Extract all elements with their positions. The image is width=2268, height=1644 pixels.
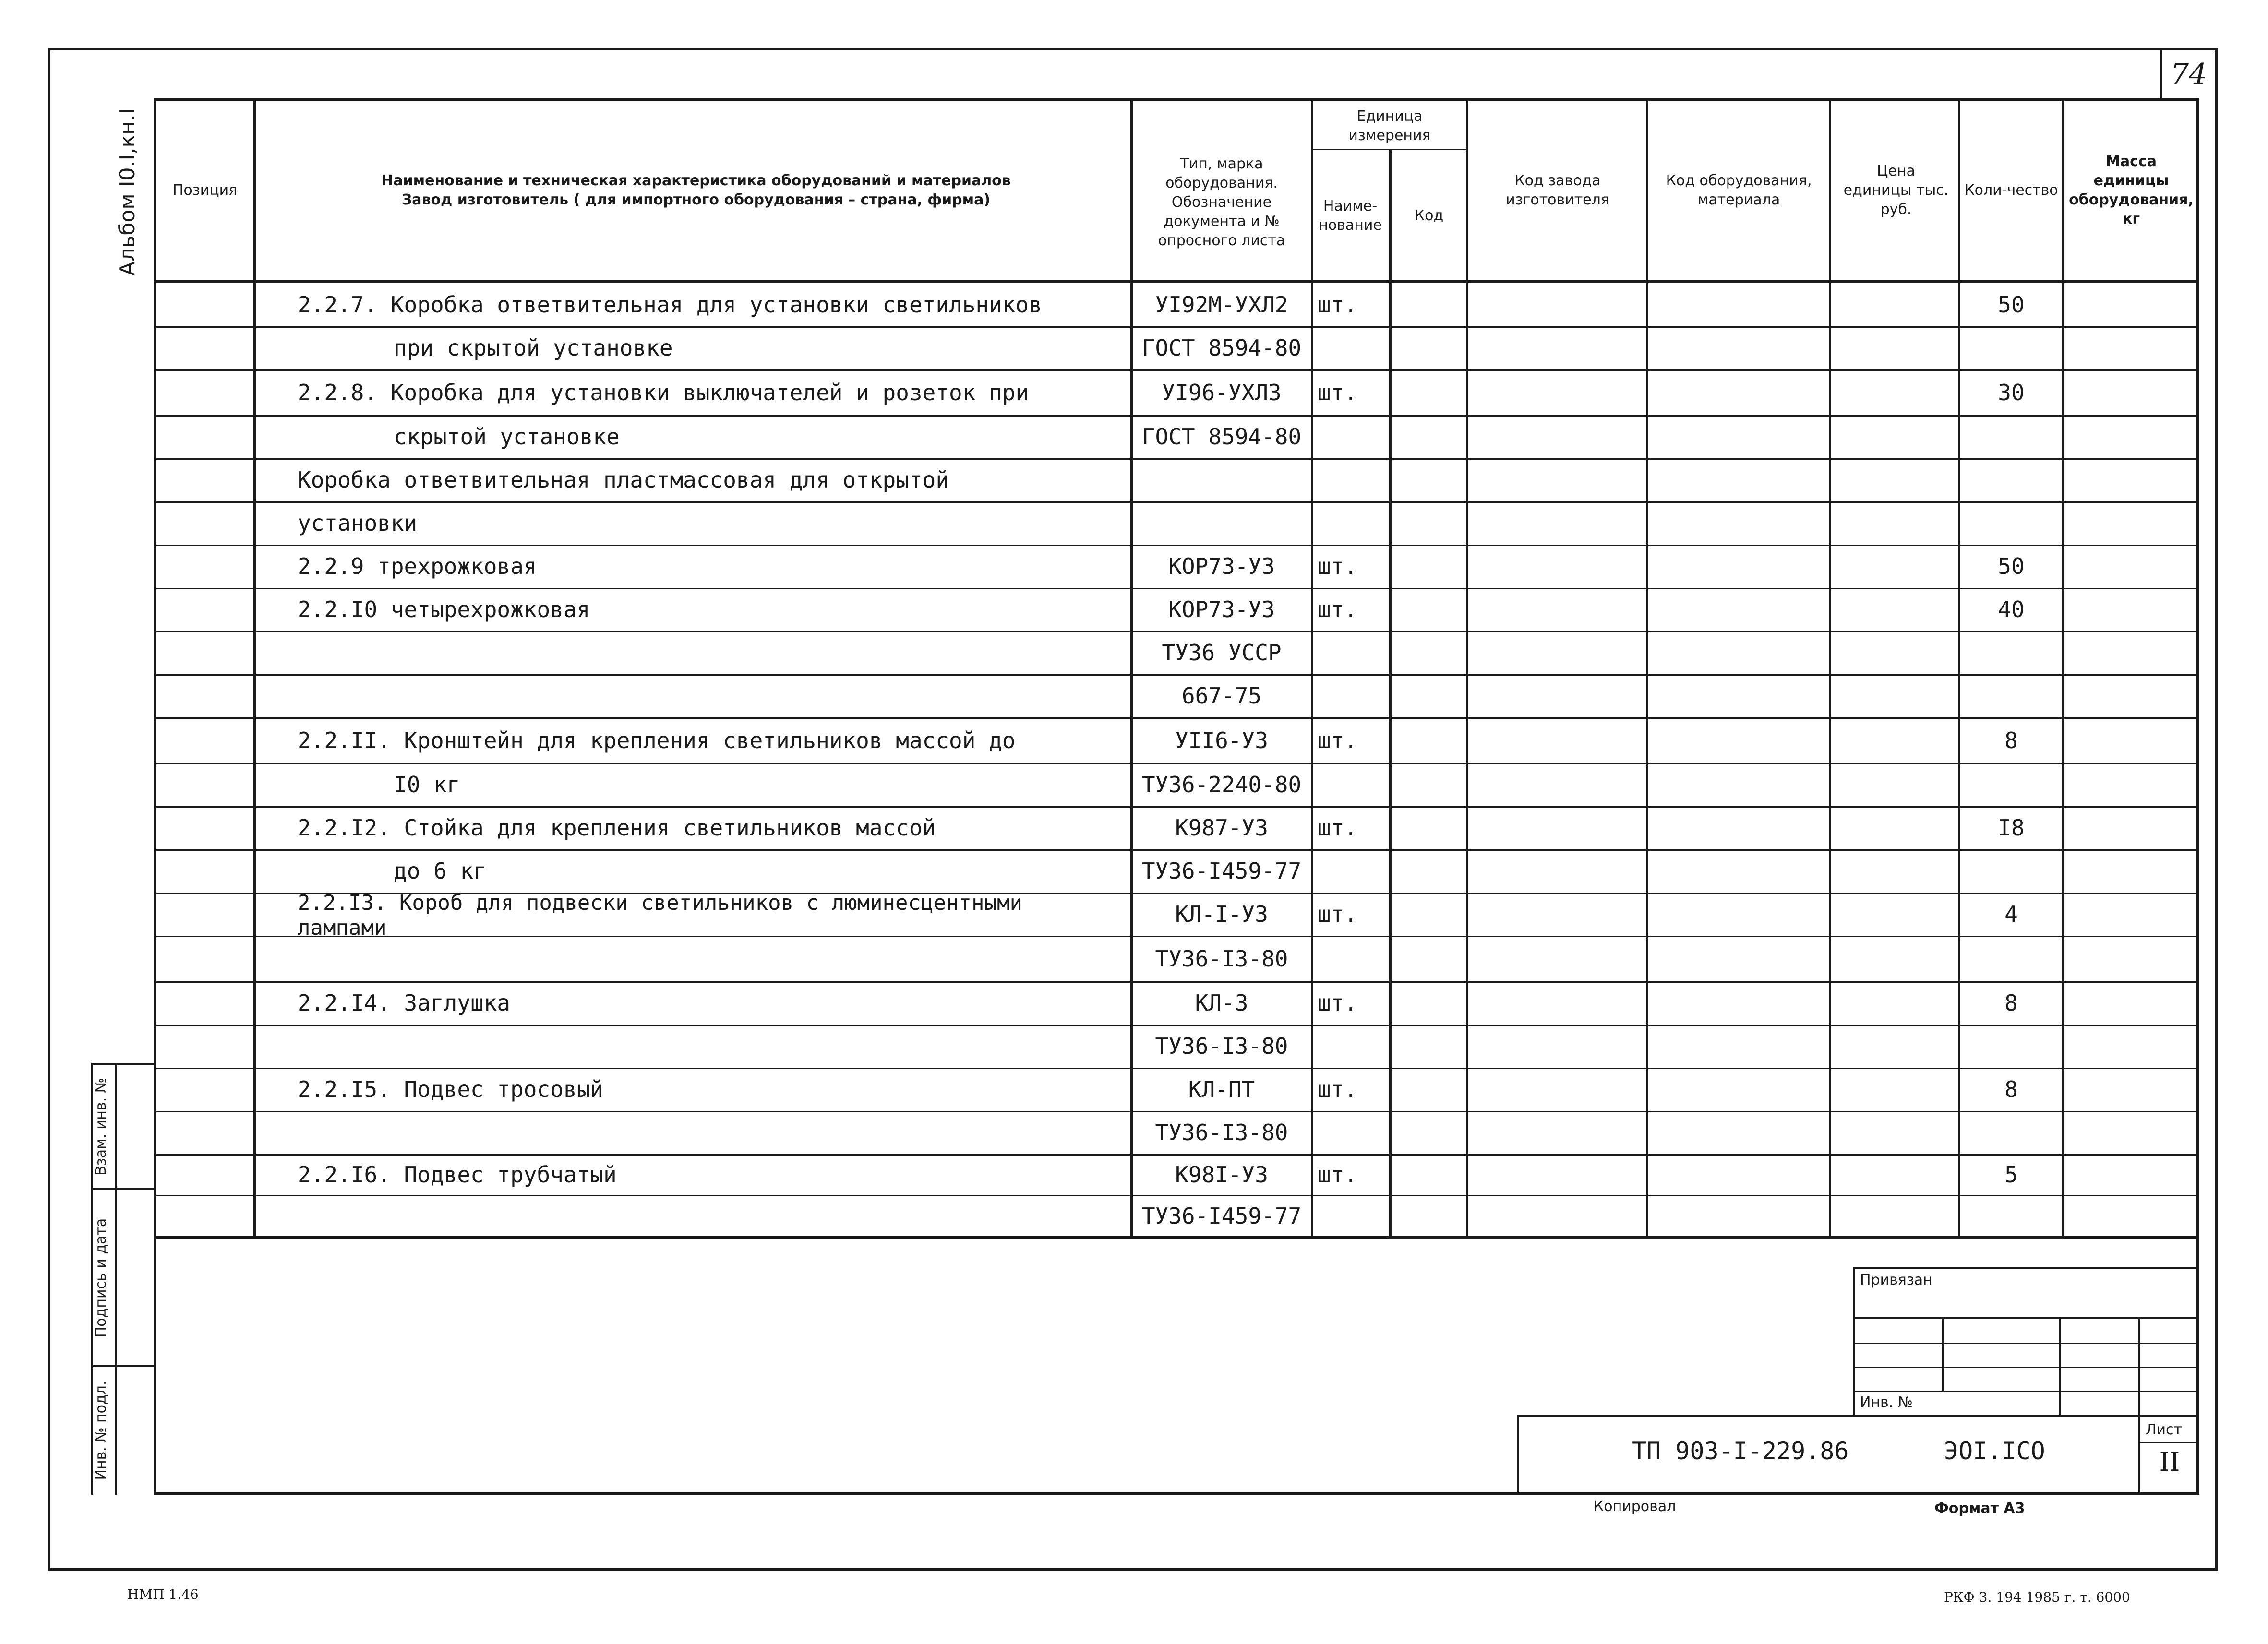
row-type: УII6-У3	[1175, 727, 1268, 753]
table-row	[0, 763, 2268, 806]
row-type: УI96-УХЛ3	[1162, 379, 1282, 405]
row-type: КОР73-У3	[1168, 553, 1275, 579]
row-type: ТУ36 УССР	[1162, 640, 1282, 666]
row-qty: 5	[2004, 1161, 2018, 1188]
header-mass: Масса единицы оборудования, кг	[2069, 153, 2194, 227]
row-name: 2.2.I5. Подвес тросовый	[298, 1076, 603, 1102]
footer-left: НМП 1.46	[127, 1586, 199, 1602]
table-row	[0, 369, 2268, 415]
row-type: КОР73-У3	[1168, 596, 1275, 622]
row-unit: шт.	[1318, 901, 1358, 927]
row-name: 2.2.I3. Короб для подвески светильников с люминесцентными лампами	[298, 891, 1022, 940]
row-qty: 8	[2004, 727, 2018, 753]
privyazan-label: Привязан	[1860, 1272, 1932, 1288]
row-name: Коробка ответвительная пластмассовая для открытой	[298, 467, 949, 493]
row-type: ГОСТ 8594-80	[1141, 335, 1302, 361]
table-row	[0, 1195, 2268, 1237]
table-row	[0, 415, 2268, 458]
table-row	[0, 458, 2268, 501]
header-type: Тип, марка оборудования. Обозначение документа и № опросного листа	[1158, 155, 1285, 249]
row-type: ТУ36-I3-80	[1155, 1120, 1288, 1145]
table-row	[0, 501, 2268, 545]
row-name: установки	[298, 510, 418, 536]
album-label: Альбом I0.I,кн.I	[115, 108, 140, 276]
inv-no-label: Инв. №	[1860, 1394, 1913, 1411]
row-qty: 4	[2004, 901, 2018, 927]
header-position: Позиция	[172, 182, 238, 199]
row-name: 2.2.8. Коробка для установки выключателей и розеток при	[298, 379, 1029, 405]
table-row	[0, 891, 2268, 940]
row-qty: 8	[2004, 990, 2018, 1016]
row-qty: 30	[1998, 379, 2025, 405]
row-name: при скрытой установке	[394, 335, 673, 361]
row-unit: шт.	[1318, 292, 1358, 318]
row-qty: 40	[1998, 596, 2025, 622]
table-row	[0, 1154, 2268, 1195]
row-name: I0 кг	[394, 772, 460, 798]
table-row	[0, 981, 2268, 1025]
row-unit: шт.	[1318, 815, 1358, 841]
table-row	[0, 326, 2268, 369]
table-row	[0, 936, 2268, 981]
table-row	[0, 1111, 2268, 1154]
row-name: скрытой установке	[394, 424, 620, 450]
row-unit: шт.	[1318, 596, 1358, 622]
stamp-podpis: Подпись и дата	[93, 1218, 109, 1338]
document-code: ЭОI.ICO	[1944, 1437, 2045, 1465]
header-unit-name: Наиме-нование	[1319, 197, 1382, 234]
row-name: 2.2.I6. Подвес трубчатый	[298, 1161, 617, 1188]
format-label: Формат А3	[1934, 1500, 2025, 1517]
row-type: УI92М-УХЛ2	[1155, 292, 1288, 318]
row-qty: 50	[1998, 553, 2025, 579]
list-value: II	[2159, 1447, 2180, 1477]
row-type: ТУ36-I459-77	[1141, 858, 1302, 884]
header-name: Наименование и техническая характеристика оборудований и материалов Завод изготовитель ( для импортного оборудования – страна, фирма)	[381, 172, 1011, 208]
row-qty: I8	[1998, 815, 2025, 841]
row-name: 2.2.I0 четырехрожковая	[298, 596, 590, 622]
table-row	[0, 806, 2268, 849]
row-type: ГОСТ 8594-80	[1141, 424, 1302, 450]
row-name: 2.2.II. Кронштейн для крепления светильников массой до	[298, 727, 1016, 753]
table-row	[0, 1068, 2268, 1111]
table-row	[0, 674, 2268, 717]
table-row	[0, 545, 2268, 588]
table-row	[0, 717, 2268, 763]
row-name: 2.2.I2. Стойка для крепления светильников массой	[298, 815, 936, 841]
row-name: 2.2.9 трехрожковая	[298, 553, 537, 579]
kopiroval-label: Копировал	[1594, 1498, 1676, 1515]
row-type: КЛ-ПТ	[1188, 1076, 1255, 1102]
page-number: 74	[2170, 58, 2208, 91]
table-row	[0, 283, 2268, 326]
row-name: 2.2.I4. Заглушка	[298, 990, 511, 1016]
header-factory-code: Код завода изготовителя	[1506, 172, 1609, 208]
row-type: 667-75	[1181, 683, 1262, 709]
row-type: КЛ-3	[1195, 990, 1248, 1016]
row-name: до 6 кг	[394, 858, 487, 884]
row-unit: шт.	[1318, 379, 1358, 405]
row-unit: шт.	[1318, 1076, 1358, 1102]
list-label: Лист	[2146, 1421, 2183, 1438]
row-unit: шт.	[1318, 990, 1358, 1016]
row-type: ТУ36-I459-77	[1141, 1203, 1302, 1229]
stamp-inv: Инв. № подл.	[93, 1381, 109, 1480]
row-type: К987-У3	[1175, 815, 1268, 841]
row-qty: 8	[2004, 1076, 2018, 1102]
document-number: ТП 903-I-229.86	[1632, 1437, 1849, 1465]
header-price: Цена единицы тыс. руб.	[1843, 163, 1949, 218]
table-row	[0, 849, 2268, 893]
row-type: ТУ36-I3-80	[1155, 1033, 1288, 1059]
header-unit-code: Код	[1414, 207, 1444, 224]
stamp-vzam: Взам. инв. №	[93, 1078, 109, 1176]
row-qty: 50	[1998, 292, 2025, 318]
table-row	[0, 631, 2268, 674]
row-type: КЛ-I-У3	[1175, 901, 1268, 927]
header-quantity: Коли-чество	[1964, 182, 2058, 199]
table-row	[0, 1025, 2268, 1068]
row-name: 2.2.7. Коробка ответвительная для установки светильников	[298, 292, 1042, 318]
row-unit: шт.	[1318, 553, 1358, 579]
row-type: ТУ36-2240-80	[1141, 772, 1302, 798]
header-equipment-code: Код оборудования, материала	[1666, 172, 1812, 208]
row-unit: шт.	[1318, 727, 1358, 753]
table-row	[0, 588, 2268, 631]
header-unit-group: Единица измерения	[1348, 107, 1431, 144]
row-type: К98I-У3	[1175, 1161, 1268, 1188]
row-unit: шт.	[1318, 1161, 1358, 1188]
row-type: ТУ36-I3-80	[1155, 945, 1288, 972]
footer-right: РКФ 3. 194 1985 г. т. 6000	[1944, 1589, 2130, 1605]
